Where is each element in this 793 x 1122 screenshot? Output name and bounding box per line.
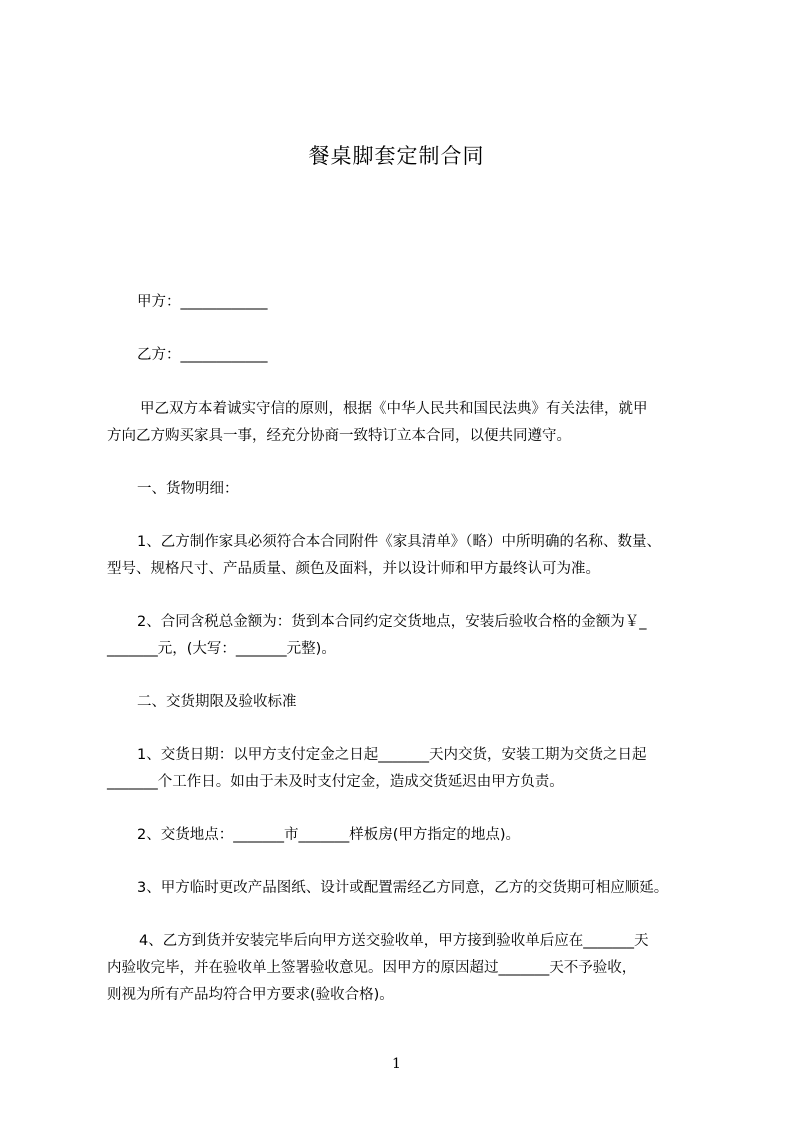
- section1-heading: 一、货物明细：: [137, 481, 239, 497]
- section2-item1-line-1: 1、交货日期：以甲方支付定金之日起_______天内交货，安装工期为交货之日起: [137, 747, 647, 763]
- section2-item4-line-3: 则视为所有产品均符合甲方要求(验收合格)。: [107, 987, 394, 1003]
- page-number: 1: [392, 1056, 401, 1072]
- party-b-line: 乙方：____________: [137, 347, 268, 363]
- section1-item1-line-2: 型号、规格尺寸、产品质量、颜色及面料，并以设计师和甲方最终认可为准。: [107, 561, 600, 577]
- section2-item2: 2、交货地点：_______市_______样板房(甲方指定的地点)。: [137, 827, 521, 843]
- intro-line-2: 方向乙方购买家具一事，经充分协商一致特订立本合同，以便共同遵守。: [107, 428, 571, 444]
- contract-title: 餐桌脚套定制合同: [308, 144, 485, 168]
- section2-item3: 3、甲方临时更改产品图纸、设计或配置需经乙方同意，乙方的交货期可相应顺延。: [137, 880, 669, 896]
- section1-item2-line-1: 2、合同含税总金额为：货到本合同约定交货地点，安装后验收合格的金额为￥_: [137, 614, 647, 630]
- party-a-line: 甲方：____________: [137, 294, 268, 310]
- intro-line-1: 甲乙双方本着诚实守信的原则，根据《中华人民共和国民法典》有关法律，就甲: [140, 401, 648, 417]
- section2-item4-line-2: 内验收完毕，并在验收单上签署验收意见。因甲方的原因超过_______天不予验收，: [107, 960, 637, 976]
- section2-item4-line-1: 4、乙方到货并安装完毕后向甲方送交验收单，甲方接到验收单后应在_______天: [139, 933, 649, 949]
- section1-item1-line-1: 1、乙方制作家具必须符合本合同附件《家具清单》（略）中所明确的名称、数量、: [137, 534, 661, 550]
- section2-item1-line-2: _______个工作日。如由于未及时支付定金，造成交货延迟由甲方负责。: [107, 774, 564, 790]
- section2-heading: 二、交货期限及验收标准: [137, 694, 297, 710]
- section1-item2-line-2: _______元，(大写：_______元整)。: [107, 641, 336, 657]
